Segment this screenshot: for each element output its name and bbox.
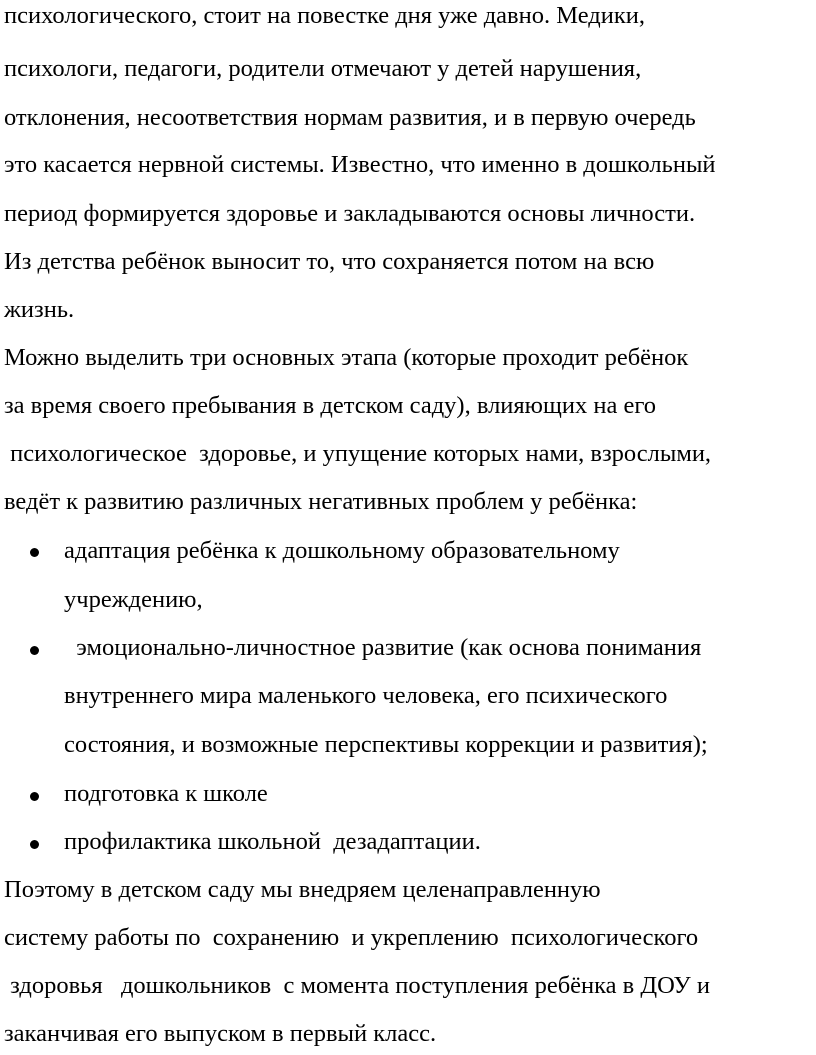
list-item-2-line-2: внутреннего мира маленького человека, его психического <box>64 682 668 709</box>
paragraph-1-line-6: Из детства ребёнок выносит то, что сохраняется потом на всю <box>4 248 655 275</box>
bullet-4-icon <box>30 840 39 849</box>
paragraph-2-line-4: ведёт к развитию различных негативных проблем у ребёнка: <box>4 488 638 515</box>
bullet-2-icon <box>30 646 39 655</box>
list-item-1-line-1: адаптация ребёнка к дошкольному образовательному <box>64 537 620 564</box>
paragraph-1-line-3: отклонения, несоответствия нормам развития, и в первую очередь <box>4 104 696 131</box>
paragraph-1-line-2: психологи, педагоги, родители отмечают у детей нарушения, <box>4 55 642 82</box>
list-item-4-line-1: профилактика школьной дезадаптации. <box>64 828 481 855</box>
paragraph-1-line-1: психологического, стоит на повестке дня уже давно. Медики, <box>4 2 645 29</box>
list-item-2-line-3: состояния, и возможные перспективы коррекции и развития); <box>64 731 708 758</box>
bullet-3-icon <box>30 792 39 801</box>
paragraph-2-line-3: психологическое здоровье, и упущение которых нами, взрослыми, <box>4 440 712 467</box>
paragraph-1-line-4: это касается нервной системы. Известно, что именно в дошкольный <box>4 151 716 178</box>
list-item-2-line-1: эмоционально-личностное развитие (как основа понимания <box>64 634 702 661</box>
paragraph-2-line-2: за время своего пребывания в детском саду), влияющих на его <box>4 392 657 419</box>
bullet-1-icon <box>30 548 39 557</box>
list-item-1-line-2: учреждению, <box>64 586 203 613</box>
paragraph-3-line-2: систему работы по сохранению и укреплению психологического <box>4 924 699 951</box>
paragraph-1-line-5: период формируется здоровье и закладываются основы личности. <box>4 200 696 227</box>
paragraph-2-line-1: Можно выделить три основных этапа (которые проходит ребёнок <box>4 344 689 371</box>
paragraph-3-line-1: Поэтому в детском саду мы внедряем целенаправленную <box>4 876 601 903</box>
paragraph-3-line-4: заканчивая его выпуском в первый класс. <box>4 1020 437 1047</box>
paragraph-1-line-7: жизнь. <box>4 296 75 323</box>
list-item-3-line-1: подготовка к школе <box>64 780 268 807</box>
paragraph-3-line-3: здоровья дошкольников с момента поступления ребёнка в ДОУ и <box>4 972 710 999</box>
